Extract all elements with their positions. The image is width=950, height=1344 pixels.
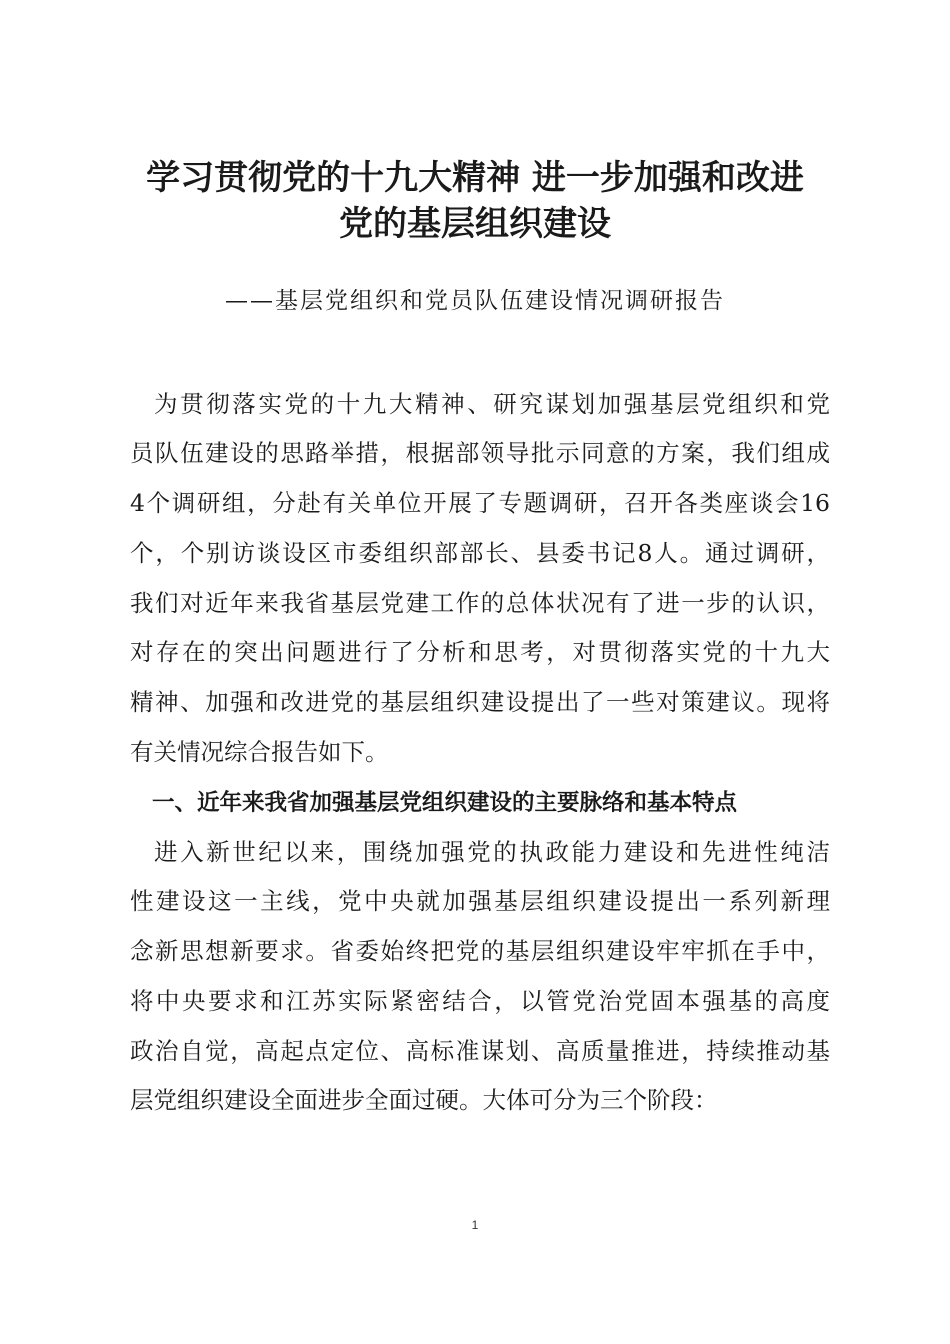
intro-line: 我们对近年来我省基层党建工作的总体状况有了进一步的认识， (130, 589, 830, 617)
intro-line: 为贯彻落实党的十九大精神、研究谋划加强基层党组织和党 (154, 390, 830, 418)
intro-line: 4个调研组，分赴有关单位开展了专题调研，召开各类座谈会16 (130, 489, 830, 517)
section-1-line: 进入新世纪以来，围绕加强党的执政能力建设和先进性纯洁 (154, 838, 830, 866)
document-title-line-2: 党的基层组织建设 (339, 204, 611, 244)
section-1-line: 念新思想新要求。省委始终把党的基层组织建设牢牢抓在手中， (130, 937, 830, 965)
intro-line: 对存在的突出问题进行了分析和思考，对贯彻落实党的十九大 (130, 638, 830, 666)
intro-line: 有关情况综合报告如下。 (130, 738, 389, 766)
section-1-line: 性建设这一主线，党中央就加强基层组织建设提出一系列新理 (130, 887, 830, 915)
intro-line: 员队伍建设的思路举措，根据部领导批示同意的方案，我们组成 (130, 439, 830, 467)
document-subtitle: ——基层党组织和党员队伍建设情况调研报告 (225, 288, 725, 314)
intro-line: 精神、加强和改进党的基层组织建设提出了一些对策建议。现将 (130, 688, 830, 716)
document-title-line-1: 学习贯彻党的十九大精神 进一步加强和改进 (146, 158, 804, 198)
page-number: 1 (471, 1218, 479, 1232)
section-1-heading: 一、近年来我省加强基层党组织建设的主要脉络和基本特点 (152, 790, 738, 816)
section-1-line: 政治自觉，高起点定位、高标准谋划、高质量推进，持续推动基 (130, 1037, 830, 1065)
section-1-line: 将中央要求和江苏实际紧密结合，以管党治党固本强基的高度 (130, 987, 830, 1015)
intro-line: 个，个别访谈设区市委组织部部长、县委书记8人。通过调研， (130, 539, 830, 567)
section-1-line: 层党组织建设全面进步全面过硬。大体可分为三个阶段： (130, 1086, 718, 1114)
